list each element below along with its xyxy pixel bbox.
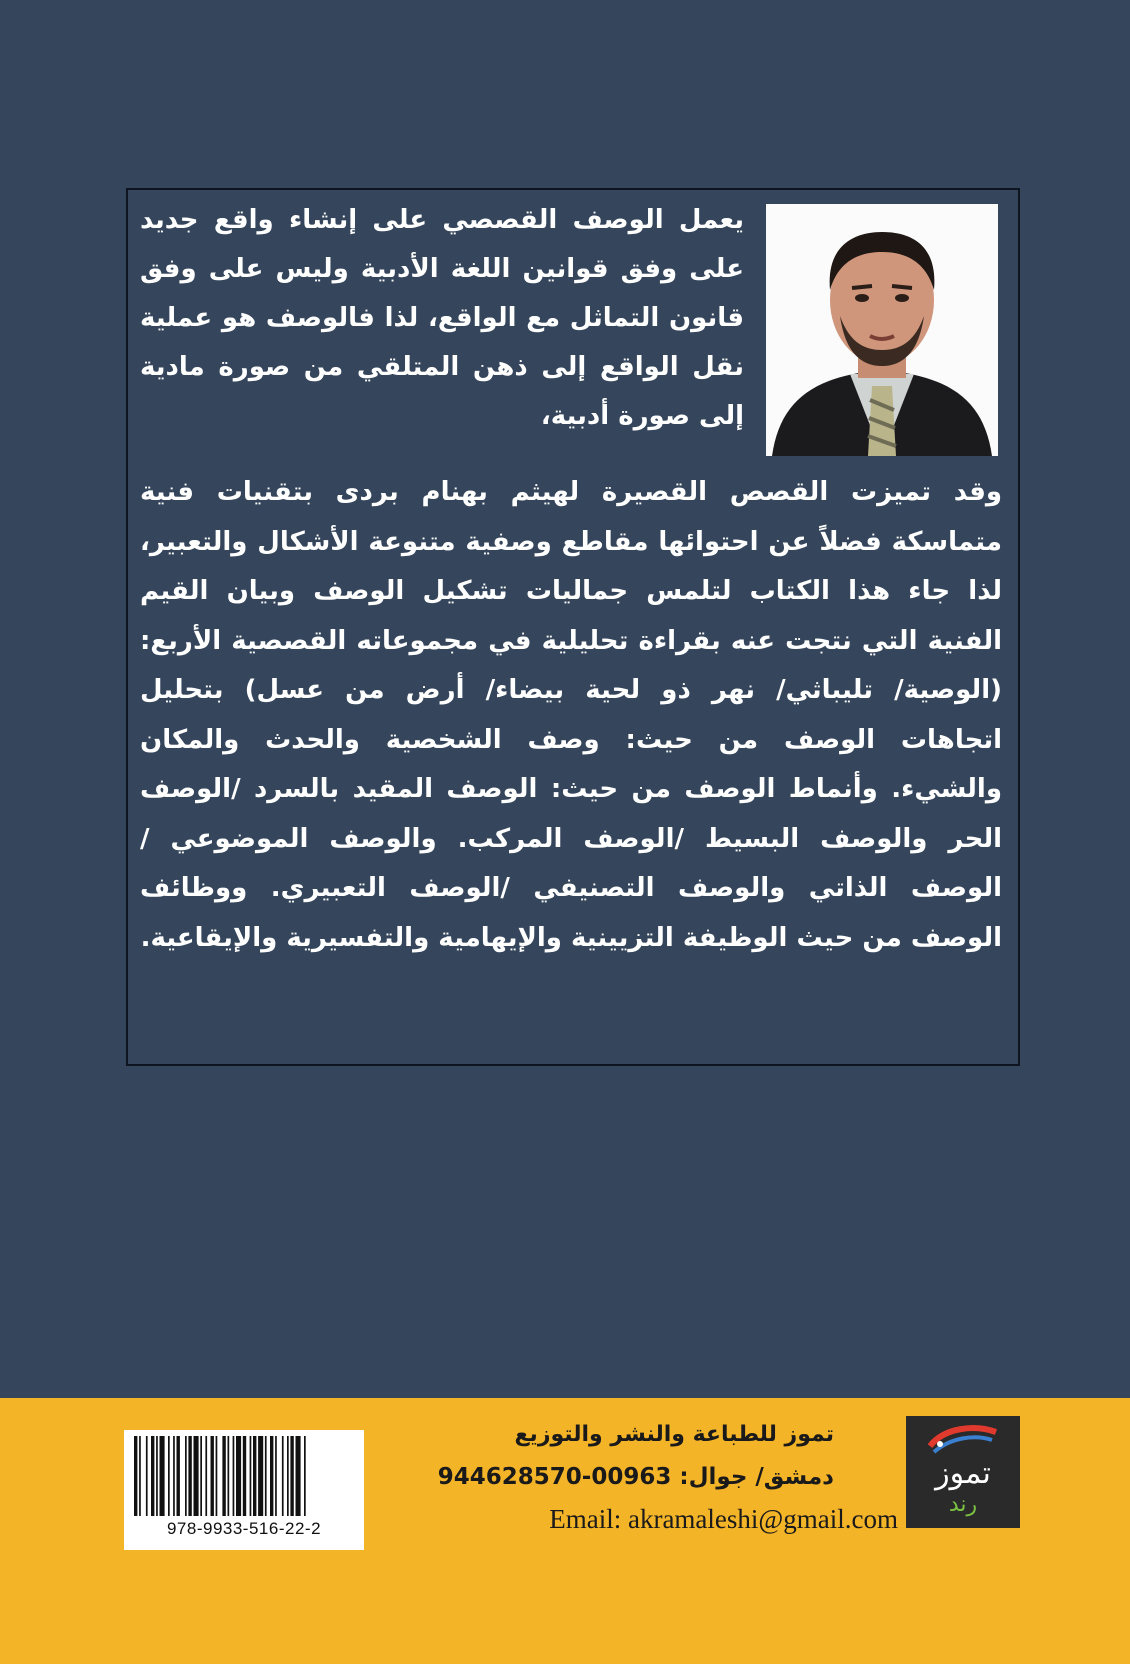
barcode-bar bbox=[185, 1436, 187, 1516]
barcode-bar bbox=[265, 1436, 267, 1516]
barcode-bar bbox=[270, 1436, 273, 1516]
barcode-bar bbox=[211, 1436, 214, 1516]
barcode-icon bbox=[132, 1436, 356, 1516]
isbn-barcode bbox=[124, 1430, 364, 1550]
barcode-bar bbox=[236, 1436, 241, 1516]
barcode-bar bbox=[228, 1436, 230, 1516]
barcode-bar bbox=[275, 1436, 277, 1516]
barcode-bar bbox=[200, 1436, 202, 1516]
barcode-bar bbox=[304, 1436, 306, 1516]
barcode-bar bbox=[287, 1436, 289, 1516]
barcode-bar bbox=[173, 1436, 175, 1516]
author-photo bbox=[766, 204, 998, 456]
logo-swoosh-icon bbox=[928, 1422, 998, 1456]
barcode-bar bbox=[134, 1436, 137, 1516]
publisher-name: تموز للطباعة والنشر والتوزيع bbox=[514, 1422, 834, 1447]
barcode-bar bbox=[222, 1436, 225, 1516]
barcode-bar bbox=[243, 1436, 246, 1516]
barcode-bar bbox=[194, 1436, 199, 1516]
barcode-bar bbox=[216, 1436, 218, 1516]
barcode-bar bbox=[282, 1436, 284, 1516]
barcode-bar bbox=[290, 1436, 293, 1516]
publisher-phone: دمشق/ جوال: 00963-944628570 bbox=[437, 1464, 834, 1490]
logo-text-bottom: رند bbox=[948, 1492, 978, 1517]
barcode-bar bbox=[233, 1436, 235, 1516]
barcode-bar bbox=[258, 1436, 263, 1516]
barcode-bar bbox=[168, 1436, 170, 1516]
barcode-bar bbox=[296, 1436, 301, 1516]
barcode-bar bbox=[146, 1436, 148, 1516]
barcode-bar bbox=[205, 1436, 207, 1516]
barcode-bar bbox=[139, 1436, 141, 1516]
publisher-logo bbox=[906, 1416, 1020, 1528]
barcode-bar bbox=[253, 1436, 256, 1516]
barcode-bar bbox=[160, 1436, 165, 1516]
barcode-bar bbox=[177, 1436, 180, 1516]
isbn-number: 978-9933-516-22-2 bbox=[166, 1519, 322, 1538]
blurb-paragraph-1: يعمل الوصف القصصي على إنشاء واقع جديد على وفق قوانين اللغة الأدبية وليس على وفق قانون التماثل مع الواقع، لذا فالوصف هو عملية نقل الواقع إلى ذهن المتلقي من صورة مادية إلى صورة أدبية، bbox=[140, 205, 744, 431]
blurb-paragraph-2: وقد تميزت القصص القصيرة لهيثم بهنام بردى بتقنيات فنية متماسكة فضلاً عن احتوائها مقاطع وصفية متنوعة الأشكال والتعبير، لذا جاء هذا الكتاب لتلمس جماليات تشكيل الوصف وبيان القيم الفنية التي نتجت عنه بقراءة تحليلية في مجموعاته القصصية الأربع: (الوصية/ تليباثي/ نهر ذو لحية بيضاء/ أرض من عسل) بتحليل اتجاهات الوصف من حيث: وصف الشخصية والحدث والمكان والشيء. وأنماط الوصف من حيث: الوصف المقيد بالسرد /الوصف الحر والوصف البسيط /الوصف المركب. والوصف الموضوعي /الوصف الذاتي والوصف التصنيفي /الوصف التعبيري. ووظائف الوصف من حيث الوظيفة التزيينية والإيهامية والتفسيرية والإيقاعية. bbox=[140, 477, 1002, 953]
logo-text-top: تموز bbox=[935, 1456, 991, 1491]
barcode-bar bbox=[188, 1436, 191, 1516]
barcode-bar bbox=[250, 1436, 252, 1516]
publisher-email: Email: akramaleshi@gmail.com bbox=[549, 1504, 898, 1534]
barcode-bar bbox=[151, 1436, 154, 1516]
barcode-bar bbox=[156, 1436, 158, 1516]
